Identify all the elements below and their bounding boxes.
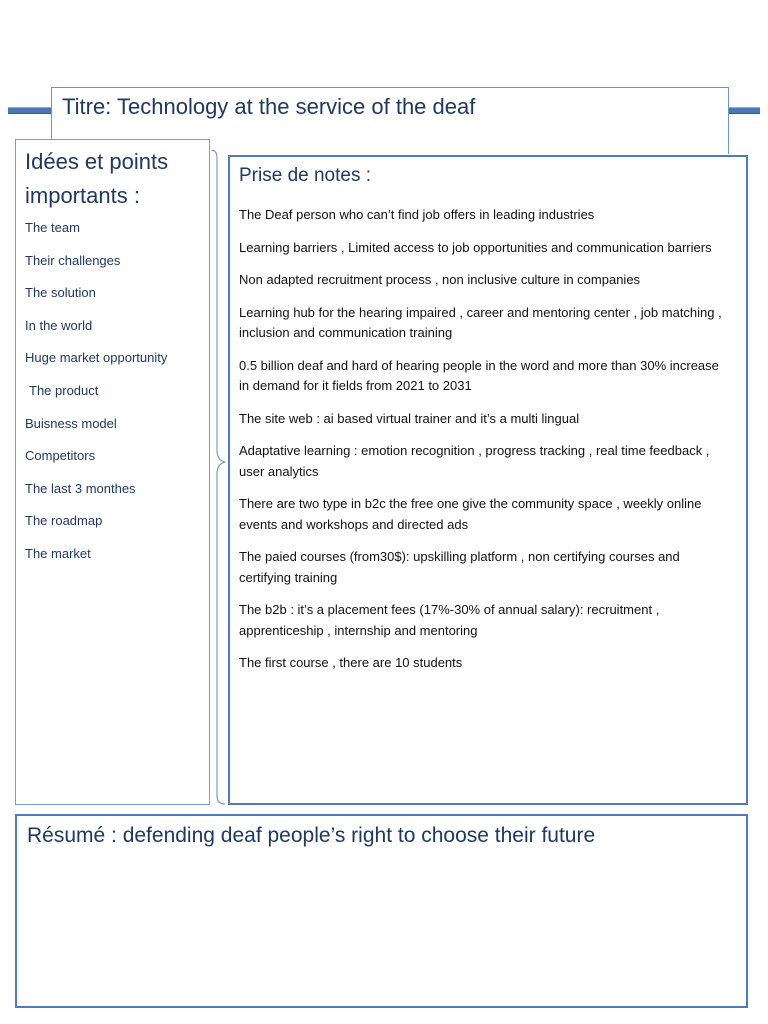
header-rule-left — [8, 107, 52, 114]
note-item: The b2b : it’s a placement fees (17%-30% of annual salary): recruitment , apprenticeship , internship and mentoring — [239, 602, 660, 638]
ideas-panel — [15, 139, 210, 805]
note-item: The Deaf person who can’t find job offers in leading industries — [239, 207, 595, 222]
note-item: Non adapted recruitment process , non inclusive culture in companies — [239, 272, 641, 287]
idea-item: The roadmap — [25, 513, 103, 529]
notes-heading: Prise de notes : — [239, 165, 372, 186]
page-title: Titre: Technology at the service of the deaf — [62, 94, 476, 119]
idea-item: In the world — [25, 317, 93, 333]
idea-item: The market — [25, 545, 91, 561]
idea-item: The last 3 monthes — [25, 480, 136, 496]
note-item: Learning barriers , Limited access to job opportunities and communication barriers — [239, 239, 712, 255]
notes-panel — [228, 155, 748, 805]
idea-item: Huge market opportunity — [25, 350, 168, 366]
note-item: Learning hub for the hearing impaired , career and mentoring center , job matching , inclusion and communication training — [239, 304, 722, 340]
note-item: The first course , there are 10 students — [239, 655, 463, 670]
note-item: There are two type in b2c the free one give the community space , weekly online events and workshops and directed ads — [239, 496, 702, 532]
idea-item: The solution — [25, 285, 96, 301]
ideas-heading: Idées et points importants : — [25, 149, 169, 208]
idea-item: The product — [29, 382, 99, 398]
idea-item: Their challenges — [25, 252, 121, 268]
idea-item: Buisness model — [25, 415, 117, 431]
idea-item: The team — [25, 220, 80, 235]
note-item: Adaptative learning : emotion recognition , progress tracking , real time feedback , user analytics — [239, 443, 710, 479]
header-rule-right — [728, 107, 760, 114]
notes-list — [239, 205, 729, 686]
summary-panel — [15, 814, 748, 1008]
note-item: The site web : ai based virtual trainer and it’s a multi lingual — [239, 410, 580, 426]
note-item: 0.5 billion deaf and hard of hearing people in the word and more than 30% increase in demand for it fields from 2021 to 2031 — [239, 357, 719, 393]
idea-item: Competitors — [25, 448, 96, 464]
note-item: The paied courses (from30$): upskilling platform , non certifying courses and certifying training — [239, 549, 680, 585]
summary-text: Résumé : defending deaf people’s right to choose their future — [27, 824, 596, 847]
ideas-list — [25, 220, 167, 579]
